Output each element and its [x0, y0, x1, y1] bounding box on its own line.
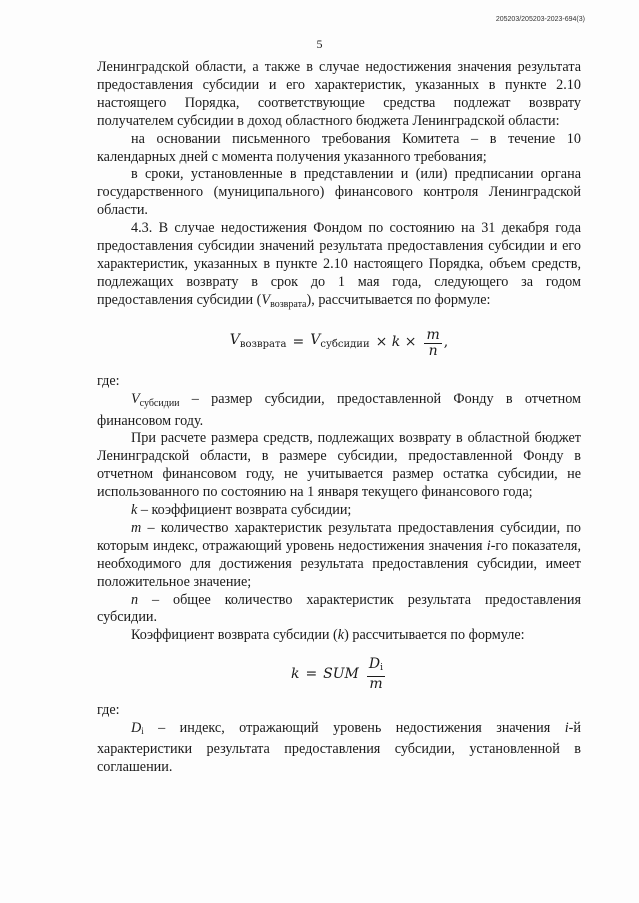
- paragraph: Di – индекс, отражающий уровень недостижения значения i-й характеристики результата предоставления субсидии, установленной в соглашении.: [97, 720, 581, 775]
- formula-refund-amount: $V_{возврата}$ = $V_{субсидии}$ × k × $\frac{m}{n}$ ,: [229, 326, 449, 359]
- paragraph: При расчете размера средств, подлежащих возврату в областной бюджет Ленинградской области, в размере субсидии, предоставленной Фонду в отчетном финансовом году, не учитывается размер остатка субсидии, не использованного по состоянию на 1 января текущего финансового года;: [97, 430, 581, 501]
- paragraph: Коэффициент возврата субсидии (k) рассчитывается по формуле:: [131, 627, 525, 644]
- paragraph: Ленинградской области, а также в случае недостижения значения результата предоставления субсидии и его характеристик, указанных в пункте 2.10 настоящего Порядка, соответствующие средства подлежат возврату получателем субсидии в доход областного бюджета Ленинградской области:: [97, 59, 581, 129]
- page-number: 5: [316, 37, 323, 51]
- document-number: 205203/205203-2023-694(3): [495, 16, 585, 23]
- fraction: $\frac{Di}{m}$: [368, 656, 384, 693]
- paragraph: в сроки, установленные в представлении и (или) предписании органа государственного (муниципального) финансового контроля Ленинградской области.: [97, 166, 581, 219]
- paragraph: n – общее количество характеристик результата предоставления субсидии.: [97, 591, 581, 626]
- where-label: где:: [97, 372, 120, 389]
- formula-refund-coefficient: k = SUM $\frac{Di}{m}$: [290, 656, 384, 693]
- paragraph: на основании письменного требования Комитета – в течение 10 календарных дней с момента получения указанного требования;: [97, 130, 581, 165]
- document-body: [97, 59, 581, 777]
- paragraph: k – коэффициент возврата субсидии;: [131, 502, 352, 519]
- paragraph: $V_{субсидии}$ – размер субсидии, предоставленной Фонду в отчетном финансовом году.: [97, 390, 581, 429]
- fraction: $\frac{m}{n}$: [426, 326, 440, 359]
- paragraph-4-3: 4.3. В случае недостижения Фондом по состоянию на 31 декабря года предоставления субсидии значений результата предоставления субсидии и его характеристик, указанных в пункте 2.10 настоящего Порядка, объем средств, подлежащих возврату в срок до 1 мая года, следующего за годом предоставления субсидии $(V_{возврата})$, рассчитывается по формуле:: [97, 220, 581, 310]
- paragraph: m – количество характеристик результата предоставления субсидии, по которым индекс, отражающий уровень недостижения значения i-го показателя, необходимого для достижения результата предоставления субсидии, имеет положительное значение;: [97, 519, 581, 590]
- where-label: где:: [97, 702, 120, 719]
